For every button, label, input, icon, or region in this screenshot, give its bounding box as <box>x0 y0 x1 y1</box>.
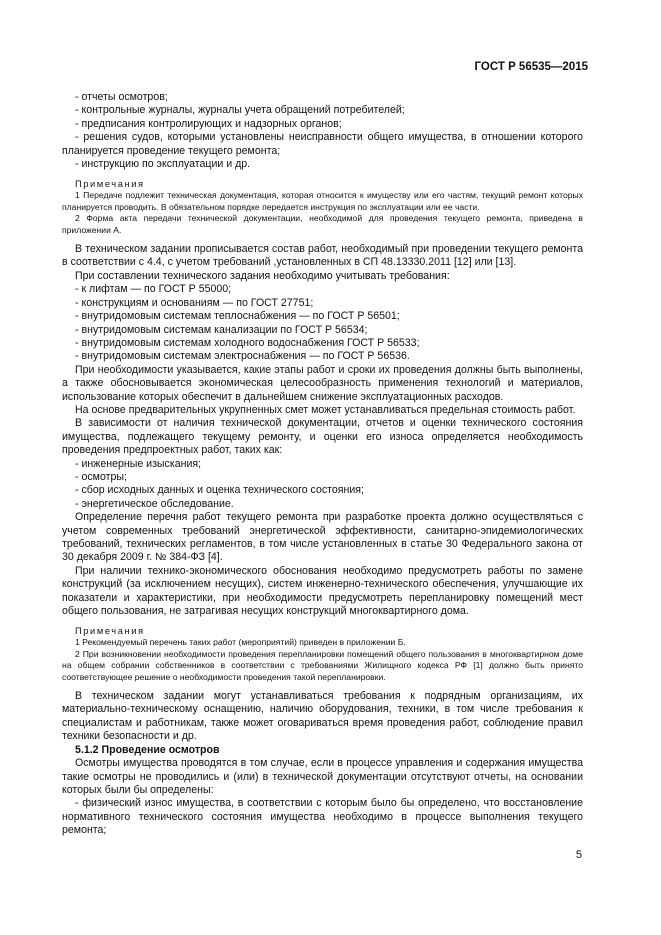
paragraph: - решения судов, которыми установлены неисправности общего имущества, в отношении которого планируется проведение текущего ремонта; <box>62 131 583 157</box>
section-heading: 5.1.2 Проведение осмотров <box>75 743 220 756</box>
paragraph: - энергетическое обследование. <box>75 497 234 510</box>
paragraph: - к лифтам — по ГОСТ Р 55000; <box>75 283 232 296</box>
note-item: 1 Передаче подлежит техническая документация, которая относится к имуществу или его частям, текущий ремонт которых планируется проводить. В обязательном порядке передается инструкция по эксплуатации или ее части. <box>62 190 583 212</box>
note-item: 1 Рекомендуемый перечень таких работ (мероприятий) приведен в приложении Б. <box>75 637 406 648</box>
paragraph: Определение перечня работ текущего ремонта при разработке проекта должно осуществляться с учетом современных требований энергетической эффективности, санитарно-эпидемиологических требований, технических регламентов, в том числе установленных в статье 30 Федерального закона от 30 декабря 2009 г. № 384-ФЗ [4]. <box>62 511 583 564</box>
paragraph: - сбор исходных данных и оценка технического состояния; <box>75 484 364 497</box>
paragraph: - отчеты осмотров; <box>75 91 168 103</box>
notes-heading: Примечания <box>75 179 145 190</box>
paragraph: В техническом задании прописывается состав работ, необходимый при проведении текущего ремонта в соответствии с 4.4, с учетом требований ,установленных в СП 48.13330.2011 [12] или [13]. <box>62 243 583 269</box>
paragraph: В техническом задании могут устанавливаться требования к подрядным организациям, их материально-техническому оснащению, наличию оборудования, техники, в том числе требования к специалистам и работникам, также может оговариваться время проведения работ, соблюдение правил техники безопасности и др. <box>62 690 583 743</box>
paragraph: При наличии технико-экономического обоснования необходимо предусмотреть работы по замене конструкций (за исключением несущих), систем инженерно-технического обеспечения, улучшающие их показатели и характеристики, при необходимости предусмотреть перепланировку помещений мест общего пользования, не затрагивая несущих конструкций многоквартирного дома. <box>62 564 583 618</box>
paragraph: На основе предварительных укрупненных смет может устанавливаться предельная стоимость работ. <box>75 403 576 416</box>
paragraph: - внутридомовым системам холодного водоснабжения ГОСТ Р 56533; <box>75 336 420 349</box>
page-number: 5 <box>575 849 582 861</box>
notes-heading: Примечания <box>75 626 145 637</box>
paragraph: - внутридомовым системам теплоснабжения — по ГОСТ Р 56501; <box>75 310 400 323</box>
paragraph: При составлении технического задания необходимо учитывать требования: <box>75 269 450 282</box>
paragraph: - конструкциям и основаниям — по ГОСТ 27751; <box>75 296 314 309</box>
paragraph: - осмотры; <box>75 470 127 483</box>
document-body <box>62 91 583 838</box>
paragraph: - инструкцию по эксплуатации и др. <box>75 158 251 171</box>
paragraph: Осмотры имущества проводятся в том случае, если в процессе управления и содержания имущества такие осмотры не проводились и (или) в технической документации отсутствуют отчеты, на основании которых были бы определены: <box>62 757 583 796</box>
paragraph: В зависимости от наличия технической документации, отчетов и оценки технического состояния имущества, подлежащего текущему ремонту, и оценки его износа определяется необходимость проведения предпроектных работ, таких как: <box>62 417 583 457</box>
note-item: 2 Форма акта передачи технической документации, необходимой для проведения текущего ремонта, приведена в приложении А. <box>62 213 583 235</box>
paragraph: - инженерные изыскания; <box>75 457 202 470</box>
note-item: 2 При возникновении необходимости проведения перепланировки помещений общего пользования в многоквартирном доме на общем собрании собственников в соответствии с требованиями Жилищного кодекса РФ [1] должно быть принято соответствующее решение о необходимости проведения такой перепланировки. <box>62 648 583 682</box>
document-header: ГОСТ Р 56535—2015 <box>474 61 588 73</box>
paragraph: - физический износ имущества, в соответствии с которым было бы определено, что восстановление нормативного технического состояния имущества необходимо в процессе выполнения текущего ремонта; <box>62 797 583 837</box>
paragraph: - предписания контролирующих и надзорных органов; <box>75 117 342 130</box>
paragraph: - внутридомовым системам канализации по ГОСТ Р 56534; <box>75 323 368 336</box>
paragraph: - внутридомовым системам электроснабжения — по ГОСТ Р 56536. <box>75 350 410 363</box>
paragraph: - контрольные журналы, журналы учета обращений потребителей; <box>75 104 405 117</box>
paragraph: При необходимости указывается, какие этапы работ и сроки их проведения должны быть выполнены, а также обосновывается экономическая целесообразность применения технологий и материалов, использование которых обеспечит в дальнейшем снижение эксплуатационных расходов. <box>62 363 583 403</box>
